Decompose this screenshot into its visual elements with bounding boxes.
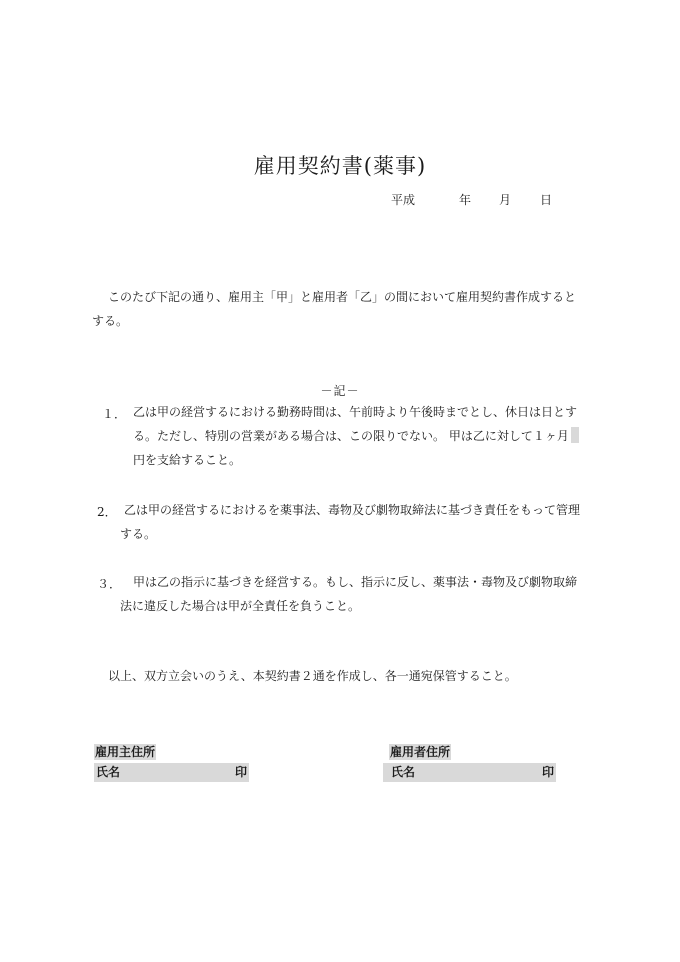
item-line: 乙は甲の経営するにおける勤務時間は、午前時より午後時までとし、休日は日とす	[133, 405, 578, 419]
item-number: ３．	[97, 577, 122, 591]
item-line: 甲は乙の指示に基づきを経営する。もし、指示に反し、薬事法・毒物及び劇物取締	[133, 575, 578, 589]
intro-line-1: このたび下記の通り、雇用主「甲」と雇用者「乙」の間において雇用契約書作成すると	[108, 290, 577, 304]
employer-seal-label: 印	[234, 765, 247, 779]
employee-address-label	[389, 741, 451, 760]
item-line: 乙は甲の経営するにおけるを薬事法、毒物及び劇物取締法に基づき責任をもって管理	[124, 503, 581, 517]
date-year: 年	[459, 193, 472, 207]
item-line-text: る。ただし、特別の営業がある場合は、この限りでない。 甲は乙に対して１ヶ月	[133, 429, 569, 443]
employer-name-field[interactable]	[94, 763, 249, 782]
date-month: 月	[499, 193, 512, 207]
intro-line-2: する。	[92, 314, 129, 328]
item-number: 2．	[97, 505, 117, 519]
item-line: する。	[120, 527, 157, 541]
item-text	[133, 400, 593, 472]
item-number: １．	[102, 407, 127, 421]
date-era: 平成	[391, 193, 416, 207]
employer-address-text: 雇用主住所	[95, 745, 156, 759]
employer-address-label	[94, 741, 156, 760]
blank-field[interactable]	[571, 427, 579, 443]
document-title: 雇用契約書(薬事)	[253, 154, 427, 178]
item-line: 円を支給すること。	[133, 453, 242, 467]
item-line	[133, 424, 593, 448]
closing-statement: 以上、双方立会いのうえ、本契約書２通を作成し、各一通宛保管すること。	[108, 669, 517, 683]
date-day: 日	[540, 193, 553, 207]
employee-name-label: 氏名	[391, 765, 416, 779]
item-line: 法に違反した場合は甲が全責任を負うこと。	[120, 599, 361, 613]
intro-paragraph	[92, 285, 592, 333]
ki-heading: －記－	[320, 384, 360, 398]
item-text	[120, 498, 594, 546]
item-text	[120, 570, 593, 618]
employee-address-text: 雇用者住所	[390, 745, 451, 759]
employer-name-label: 氏名	[96, 765, 121, 779]
employee-seal-label: 印	[541, 765, 554, 779]
employee-name-field[interactable]	[383, 763, 556, 782]
